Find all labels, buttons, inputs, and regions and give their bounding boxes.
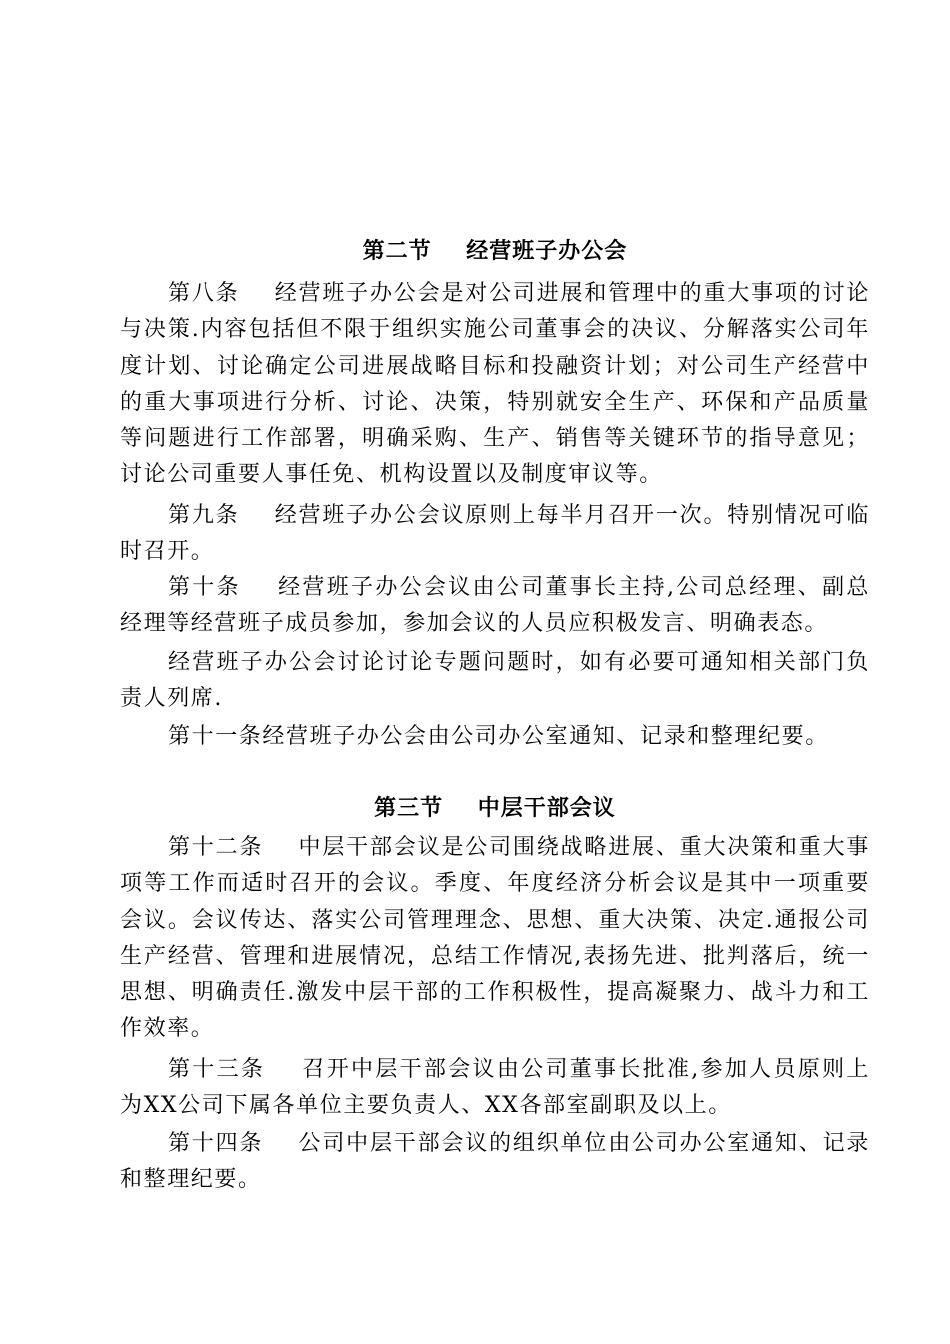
article-12: 第十二条 中层干部会议是公司围绕战略进展、重大决策和重大事项等工作而适时召开的会议。季度、年度经济分析会议是其中一项重要会议。会议传达、落实公司管理理念、思想、重大决策、决定.通报公司生产经营、管理和进展情况，总结工作情况,表扬先进、批判落后，统一思想、明确责任.激发中层干部的工作积极性，提高凝聚力、战斗力和工作效率。	[120, 835, 870, 1042]
article-9: 第九条 经营班子办公会议原则上每半月召开一次。特别情况可临时召开。	[120, 503, 870, 565]
article-8: 第八条 经营班子办公会是对公司进展和管理中的重大事项的讨论与决策.内容包括但不限于组织实施公司董事会的决议、分解落实公司年度计划、讨论确定公司进展战略目标和投融资计划；对公司生产经营中的重大事项进行分析、讨论、决策，特别就安全生产、环保和产品质量等问题进行工作部署，明确采购、生产、销售等关键环节的指导意见；讨论公司重要人事任免、机构设置以及制度审议等。	[120, 281, 870, 488]
section-2-title: 第二节 经营班子办公会	[362, 238, 628, 264]
article-10: 第十条 经营班子办公会议由公司董事长主持,公司总经理、副总经理等经营班子成员参加，参加会议的人员应积极发言、明确表态。	[120, 575, 870, 637]
article-10-note: 经营班子办公会讨论讨论专题问题时，如有必要可通知相关部门负责人列席.	[120, 650, 870, 712]
article-14: 第十四条 公司中层干部会议的组织单位由公司办公室通知、记录和整理纪要。	[120, 1131, 870, 1193]
article-13: 第十三条 召开中层干部会议由公司董事长批准,参加人员原则上为XX公司下属各单位主要负责人、XX各部室副职及以上。	[120, 1057, 870, 1119]
section-3-title: 第三节 中层干部会议	[374, 795, 616, 821]
article-11: 第十一条经营班子办公会由公司办公室通知、记录和整理纪要。	[168, 724, 829, 749]
